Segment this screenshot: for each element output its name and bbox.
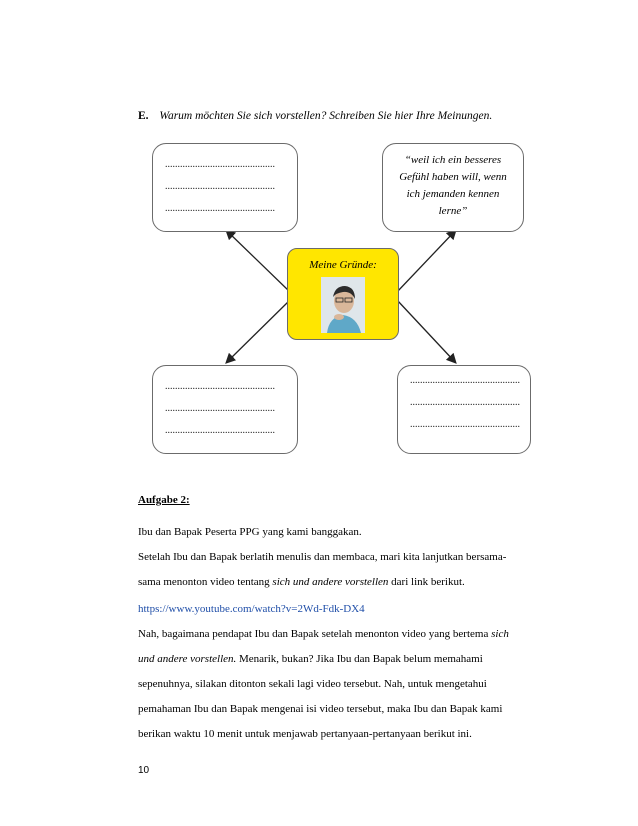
paragraph-line: berikan waktu 10 menit untuk menjawab pertanyaan-pertanyaan berikut ini. [138, 728, 472, 740]
arrow-top-right [397, 231, 455, 292]
dotted-line: ............................................ [165, 203, 275, 214]
video-link[interactable]: https://www.youtube.com/watch?v=2Wd-Fdk-DX4 [138, 603, 365, 615]
quote-line: ich jemanden kennen [406, 188, 500, 200]
reason-box-top-right [382, 143, 524, 232]
dotted-line: ............................................ [165, 381, 275, 392]
dotted-line: ............................................ [410, 419, 520, 430]
text-run: dari link berikut. [388, 576, 465, 588]
text-run: Nah, bagaimana pendapat Ibu dan Bapak setelah menonton video yang bertema [138, 628, 492, 640]
reason-box-bottom-left[interactable] [152, 365, 298, 454]
topic-italic: sich und andere vorstellen [272, 576, 389, 588]
dotted-line: ............................................ [165, 425, 275, 436]
arrow-top-left [227, 231, 290, 292]
dotted-line: ............................................ [165, 159, 275, 170]
paragraph-line: pemahaman Ibu dan Bapak mengenai isi video tersebut, maka Ibu dan Bapak kami [138, 703, 503, 715]
quote-line: lerne” [438, 205, 468, 217]
reason-box-bottom-right[interactable] [397, 365, 531, 454]
text-run: Menarik, bukan? Jika Ibu dan Bapak belum memahami [236, 653, 483, 665]
page-number: 10 [138, 765, 150, 776]
arrow-bottom-right [397, 300, 455, 362]
arrow-bottom-left [227, 300, 290, 362]
paragraph-2 [138, 622, 518, 747]
avatar-photo [321, 277, 365, 333]
center-reasons-box [287, 248, 399, 340]
paragraph-line: sepenuhnya, silakan ditonton sekali lagi video tersebut. Nah, untuk mengetahui [138, 678, 487, 690]
question-text: Warum möchten Sie sich vorstellen? Schreiben Sie hier Ihre Meinungen. [159, 110, 493, 122]
dotted-line: ............................................ [165, 181, 275, 192]
quote-line: “weil ich ein besseres [404, 154, 502, 166]
section-label: E. [138, 110, 149, 122]
dotted-line: ............................................ [410, 397, 520, 408]
text-run: sama menonton video tentang [138, 576, 273, 588]
paragraph-1 [138, 545, 518, 595]
aufgabe-heading: Aufgabe 2: [138, 494, 190, 506]
quote-line: Gefühl haben will, wenn [399, 171, 507, 183]
dotted-line: ............................................ [165, 403, 275, 414]
reason-box-top-left[interactable] [152, 143, 298, 232]
center-title: Meine Gründe: [309, 259, 377, 271]
topic-italic: sich [491, 628, 509, 640]
paragraph-line [138, 622, 518, 647]
topic-italic: und andere vorstellen. [138, 653, 237, 665]
dotted-line: ............................................ [410, 375, 520, 386]
paragraph-line [138, 647, 518, 672]
paragraph-line: Setelah Ibu dan Bapak berlatih menulis dan membaca, mari kita lanjutkan bersama- [138, 551, 507, 563]
greeting-text: Ibu dan Bapak Peserta PPG yang kami banggakan. [138, 526, 362, 538]
video-link-line [138, 597, 518, 622]
paragraph-line [138, 570, 518, 595]
